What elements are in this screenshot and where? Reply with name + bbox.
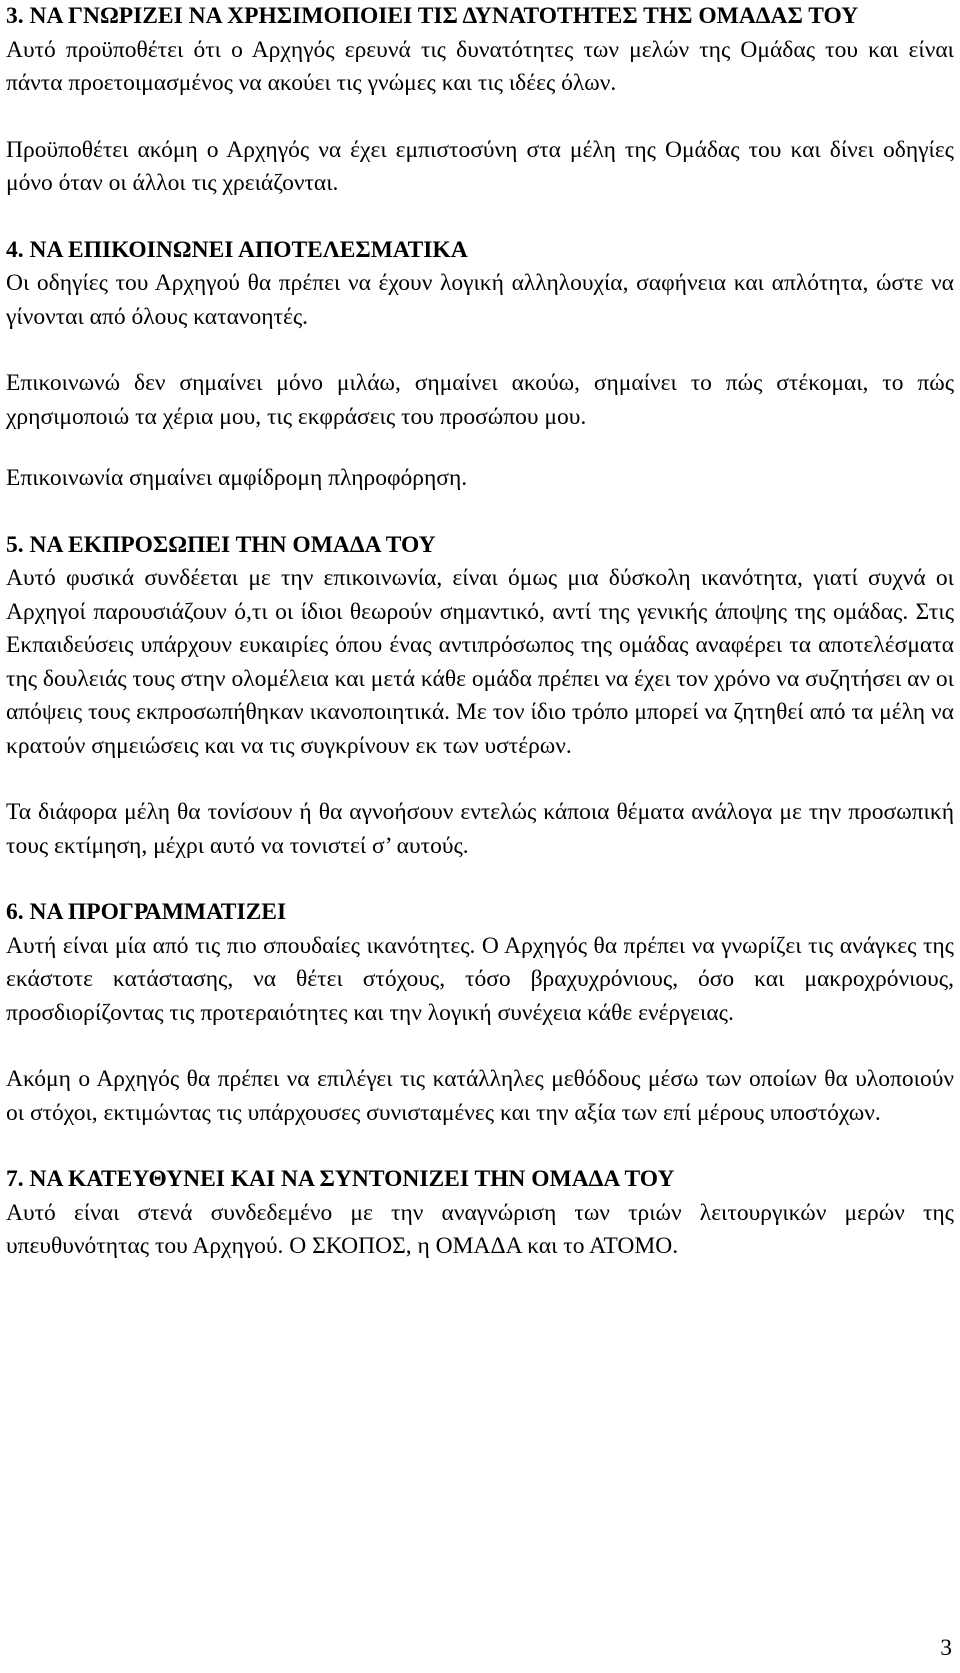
section-heading: 7. ΝΑ ΚΑΤΕΥΘΥΝΕΙ ΚΑΙ ΝΑ ΣΥΝΤΟΝΙΖΕΙ ΤΗΝ ΟΜΑΔΑ ΤΟΥ: [6, 1166, 675, 1192]
section-heading: 4. ΝΑ ΕΠΙΚΟΙΝΩΝΕΙ ΑΠΟΤΕΛΕΣΜΑΤΙΚΑ: [6, 236, 468, 263]
section-3: [6, 0, 954, 201]
paragraph: Επικοινωνώ δεν σημαίνει μόνο μιλάω, σημαίνει ακούω, σημαίνει το πώς στέκομαι, το πώς χρησιμοποιώ τα χέρια μου, τις εκφράσεις του προσώπου μου.: [6, 370, 954, 430]
document-body: [6, 0, 954, 1264]
paragraph: Αυτό είναι στενά συνδεδεμένο με την αναγνώριση των τριών λειτουργικών μερών της υπευθυνότητας του Αρχηγού. Ο ΣΚΟΠΟΣ, η ΟΜΑΔΑ και το ΑΤΟΜΟ.: [6, 1199, 954, 1259]
section-5: [6, 529, 954, 864]
section-heading: 6. ΝΑ ΠΡΟΓΡΑΜΜΑΤΙΖΕΙ: [6, 899, 287, 925]
paragraph: Οι οδηγίες του Αρχηγού θα πρέπει να έχουν λογική αλληλουχία, σαφήνεια και απλότητα, ώστε να γίνονται από όλους κατανοητές.: [6, 270, 954, 330]
paragraph: Αυτό προϋποθέτει ότι ο Αρχηγός ερευνά τις δυνατότητες των μελών της Ομάδας του και είναι πάντα προετοιμασμένος να ακούει τις γνώμες και τις ιδέες όλων.: [6, 36, 954, 96]
section-7: [6, 1163, 954, 1264]
paragraph: Αυτό φυσικά συνδέεται με την επικοινωνία, είναι όμως μια δύσκολη ικανότητα, γιατί συχνά οι Αρχηγοί παρουσιάζουν ό,τι οι ίδιοι θεωρούν σημαντικό, αντί της γενικής άποψης της ομάδας. Στις Εκπαιδεύσεις υπάρχουν ευκαιρίες όπου ένας αντιπρόσωπος της ομάδας αναφέρει τα αποτελέσματα της δουλειάς τους στην ολομέλεια και μετά κάθε ομάδα πρέπει να έχει τον χρόνο να συζητήσει αν οι απόψεις τους εκπροσωπήθηκαν ικανοποιητικά. Με τον ίδιο τρόπο μπορεί να ζητηθεί από τα μέλη να κρατούν σημειώσεις και να τις συγκρίνουν εκ των υστέρων.: [6, 565, 954, 759]
paragraph: Αυτή είναι μία από τις πιο σπουδαίες ικανότητες. Ο Αρχηγός θα πρέπει να γνωρίζει τις ανάγκες της εκάστοτε κατάστασης, να θέτει στόχους, τόσο βραχυχρόνιους, όσο και μακροχρόνιους, προσδιορίζοντας τις προτεραιότητες και την λογική συνέχεια κάθε ενέργειας.: [6, 932, 954, 1026]
paragraph: Ακόμη ο Αρχηγός θα πρέπει να επιλέγει τις κατάλληλες μεθόδους μέσω των οποίων θα υλοποιούν οι στόχοι, εκτιμώντας τις υπάρχουσες συνισταμένες και την αξία των επί μέρους υποστόχων.: [6, 1066, 954, 1126]
page-number: 3: [940, 1635, 952, 1661]
paragraph: Προϋποθέτει ακόμη ο Αρχηγός να έχει εμπιστοσύνη στα μέλη της Ομάδας του και δίνει οδηγίες μόνο όταν οι άλλοι τις χρειάζονται.: [6, 136, 954, 196]
section-heading: 3. ΝΑ ΓΝΩΡΙΖΕΙ ΝΑ ΧΡΗΣΙΜΟΠΟΙΕΙ ΤΙΣ ΔΥΝΑΤΟΤΗΤΕΣ ΤΗΣ ΟΜΑΔΑΣ ΤΟΥ: [6, 3, 859, 29]
section-4: [6, 234, 954, 496]
section-heading: 5. ΝΑ ΕΚΠΡΟΣΩΠΕΙ ΤΗΝ ΟΜΑΔΑ ΤΟΥ: [6, 531, 436, 558]
section-6: [6, 896, 954, 1130]
paragraph: Τα διάφορα μέλη θα τονίσουν ή θα αγνοήσουν εντελώς κάποια θέματα ανάλογα με την προσωπική τους εκτίμηση, μέχρι αυτό να τονιστεί σ’ αυτούς.: [6, 799, 954, 859]
paragraph: Επικοινωνία σημαίνει αμφίδρομη πληροφόρηση.: [6, 465, 468, 491]
